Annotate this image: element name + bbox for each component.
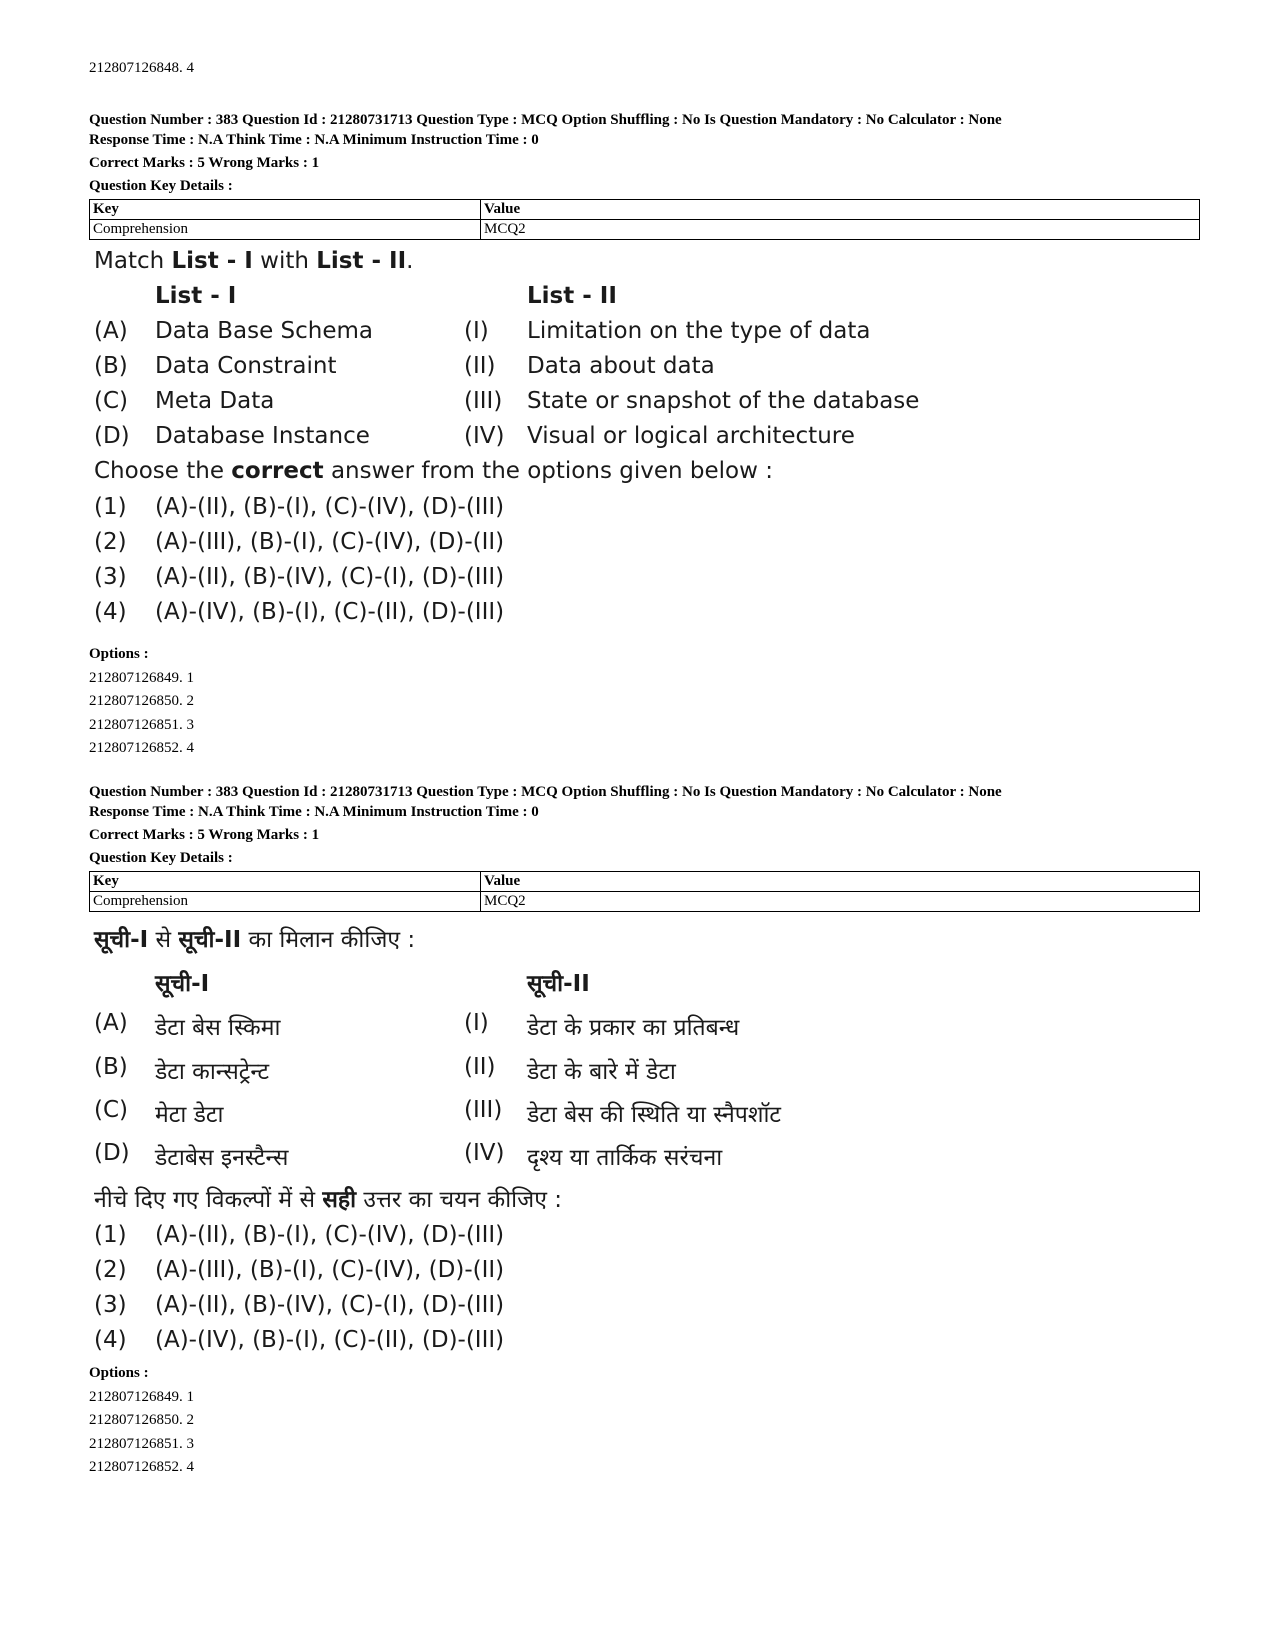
answer-number: (2) [94,1257,127,1283]
list2-item: Limitation on the type of data [527,318,871,344]
choose-text: नीचे दिए गए विकल्पों में से [94,1187,323,1213]
meta-key-details-label: Question Key Details : [89,178,233,194]
question-key-table [89,199,1200,240]
answer-text: (A)-(II), (B)-(IV), (C)-(I), (D)-(III) [155,1292,505,1318]
meta-marks-info: Correct Marks : 5 Wrong Marks : 1 [89,827,320,843]
value-header: Value [481,872,1200,892]
row-numeral: (II) [464,353,496,379]
row-letter: (B) [94,353,128,379]
key-cell: Comprehension [90,220,481,240]
list1-item: Data Constraint [155,353,337,379]
options-list [89,1362,1199,1480]
row-numeral: (III) [464,1097,503,1123]
option-item: 212807126850. 2 [89,693,194,709]
list2-item: डेटा बेस की स्थिति या स्नैपशॉट [527,1102,782,1128]
list1-heading: List - I [155,283,237,309]
prompt-text: . [406,248,414,274]
choose-instruction [94,458,773,484]
answer-number: (1) [94,494,127,520]
list1-item: Meta Data [155,388,275,414]
list1-item: मेटा डेटा [155,1102,224,1128]
option-item: 212807126849. 1 [89,669,194,686]
question-section-hindi [89,782,1199,1480]
choose-text: उत्तर का चयन कीजिए : [356,1187,562,1213]
prompt-bold-list1: सूची-I [94,927,149,953]
choose-bold: correct [231,458,324,484]
meta-question-info: Question Number : 383 Question Id : 21280731713 Question Type : MCQ Option Shuffling : No Is Question Mandatory : No Calculator : None [89,112,1002,128]
choose-bold: सही [322,1187,357,1213]
meta-timing-info: Response Time : N.A Think Time : N.A Minimum Instruction Time : 0 [89,132,539,148]
value-cell: MCQ2 [481,892,1200,912]
prompt-text: का मिलान कीजिए : [241,927,416,953]
row-letter: (C) [94,388,129,414]
list2-item: डेटा के प्रकार का प्रतिबन्ध [527,1015,740,1041]
choose-text: Choose the [94,458,232,484]
list1-item: डेटाबेस इनस्टैन्स [155,1145,289,1171]
question-prompt [94,248,413,274]
question-body [89,240,1199,625]
row-letter: (B) [94,1054,128,1080]
options-label: Options : [89,1365,149,1381]
prompt-text: Match [94,248,172,274]
list2-item: Visual or logical architecture [527,423,855,449]
option-item: 212807126849. 1 [89,1388,194,1405]
answer-text: (A)-(II), (B)-(IV), (C)-(I), (D)-(III) [155,564,505,590]
list1-item: Data Base Schema [155,318,374,344]
value-cell: MCQ2 [481,220,1200,240]
list2-heading: सूची-II [527,971,590,997]
question-section-english [89,110,1199,761]
meta-key-details-label: Question Key Details : [89,850,233,866]
list1-item: डेटा बेस स्किमा [155,1015,281,1041]
list2-item: State or snapshot of the database [527,388,920,414]
list1-item: डेटा कान्सट्रेन्ट [155,1059,270,1085]
page-header: 212807126848. 4 [89,60,194,76]
choose-instruction [94,1182,562,1214]
question-meta [89,782,1199,868]
prompt-text: से [148,927,179,953]
row-letter: (D) [94,1140,130,1166]
options-label: Options : [89,646,149,662]
answer-text: (A)-(IV), (B)-(I), (C)-(II), (D)-(III) [155,599,505,625]
answer-text: (A)-(IV), (B)-(I), (C)-(II), (D)-(III) [155,1327,505,1353]
meta-question-info: Question Number : 383 Question Id : 21280731713 Question Type : MCQ Option Shuffling : No Is Question Mandatory : No Calculator : None [89,784,1002,800]
row-letter: (A) [94,1010,128,1036]
list2-item: डेटा के बारे में डेटा [527,1059,676,1085]
answer-number: (4) [94,599,127,625]
row-letter: (C) [94,1097,129,1123]
option-item: 212807126851. 3 [89,716,194,733]
option-item: 212807126851. 3 [89,1435,194,1452]
prompt-text: with [252,248,317,274]
answer-number: (2) [94,529,127,555]
list2-heading: List - II [527,283,617,309]
key-cell: Comprehension [90,892,481,912]
answer-text: (A)-(II), (B)-(I), (C)-(IV), (D)-(III) [155,494,505,520]
answer-text: (A)-(III), (B)-(I), (C)-(IV), (D)-(II) [155,529,505,555]
question-key-table [89,871,1200,912]
meta-marks-info: Correct Marks : 5 Wrong Marks : 1 [89,155,320,171]
list1-item: Database Instance [155,423,370,449]
list2-item: दृश्य या तार्किक सरंचना [527,1145,723,1171]
question-body [89,912,1199,1352]
question-meta [89,110,1199,196]
answer-number: (1) [94,1222,127,1248]
prompt-bold-list2: सूची-II [178,927,242,953]
row-numeral: (II) [464,1054,496,1080]
row-numeral: (III) [464,388,503,414]
key-header: Key [90,872,481,892]
list1-heading: सूची-I [155,971,210,997]
prompt-bold-list1: List - I [171,248,253,274]
row-letter: (D) [94,423,130,449]
option-item: 212807126852. 4 [89,740,194,756]
prompt-bold-list2: List - II [316,248,407,274]
option-item: 212807126850. 2 [89,1412,194,1428]
value-header: Value [481,200,1200,220]
row-letter: (A) [94,318,128,344]
list2-item: Data about data [527,353,715,379]
answer-text: (A)-(II), (B)-(I), (C)-(IV), (D)-(III) [155,1222,505,1248]
options-list [89,643,1199,761]
key-header: Key [90,200,481,220]
option-item: 212807126852. 4 [89,1459,194,1475]
row-numeral: (IV) [464,423,505,449]
answer-number: (3) [94,564,127,590]
row-numeral: (I) [464,318,489,344]
choose-text: answer from the options given below : [323,458,773,484]
row-numeral: (IV) [464,1140,505,1166]
answer-number: (3) [94,1292,127,1318]
answer-number: (4) [94,1327,127,1353]
row-numeral: (I) [464,1010,489,1036]
answer-text: (A)-(III), (B)-(I), (C)-(IV), (D)-(II) [155,1257,505,1283]
meta-timing-info: Response Time : N.A Think Time : N.A Minimum Instruction Time : 0 [89,804,539,820]
question-prompt [94,922,415,954]
